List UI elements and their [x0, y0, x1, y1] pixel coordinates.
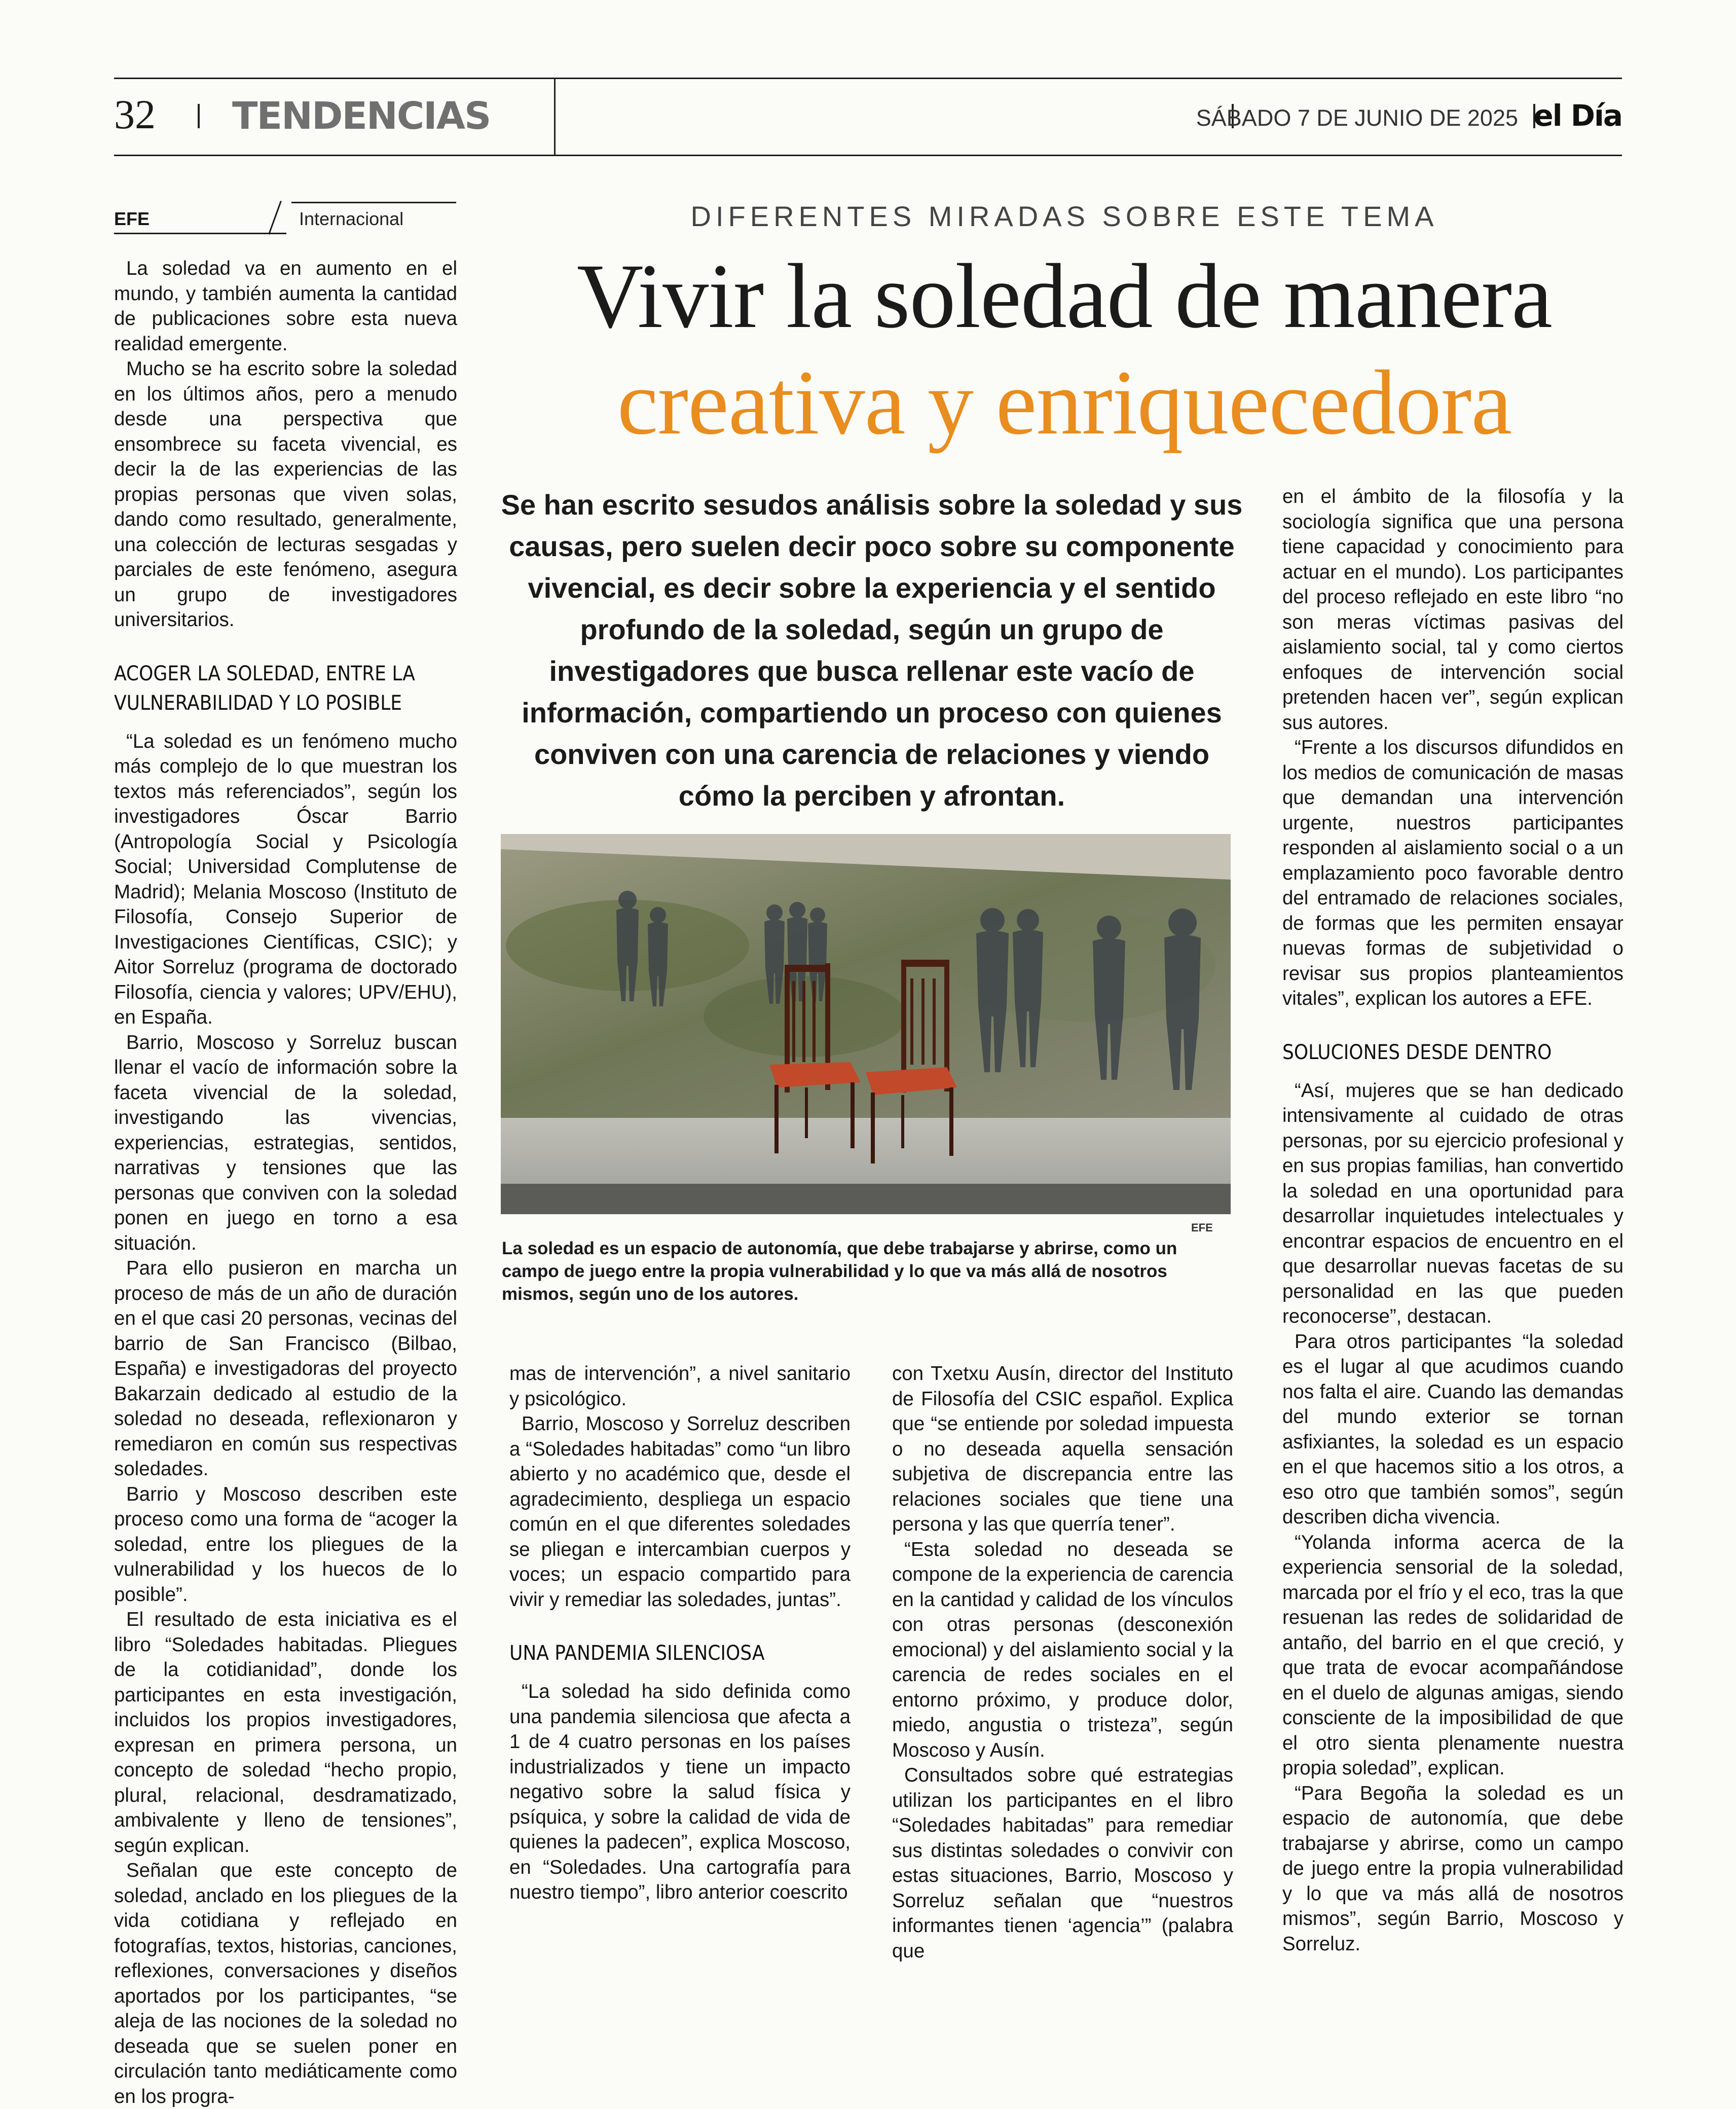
- paragraph: “Esta soledad no deseada se compone de la experiencia de carencia en la cantidad y calidad de los vínculos con otras personas (desconexión emocional) y del aislamiento social y la carencia de redes sociales en el entorno próximo, y produce dolor, miedo, angustia o tristeza”, según Moscoso y Ausín.: [892, 1538, 1233, 1761]
- header-top-rule: [114, 78, 1622, 79]
- byline-rule: [114, 233, 286, 234]
- paragraph: Mucho se ha escrito sobre la soledad en los últimos años, pero a menudo desde una perspectiva que ensombrece su faceta vivencial, es decir la de las experiencias de las propias personas que viven solas, dando como resultado, generalmente, una colección de lecturas sesgadas y parciales de este fenómeno, asegura un grupo de investigadores universitarios.: [114, 358, 457, 631]
- paragraph: Para otros participantes “la soledad es el lugar al que acudimos cuando nos falta el aire. Cuando las demandas del mundo exterior se tornan asfixiantes, la soledad es un espacio en el que hacemos sitio a los otros, a eso otro que también somos”, según describen dicha vivencia.: [1282, 1330, 1623, 1528]
- photo-caption: La soledad es un espacio de autonomía, que debe trabajarse y abrirse, como un campo de juego entre la propia vulnerabilidad y lo que va más allá de nosotros mismos, según uno de los autores.: [502, 1239, 1177, 1304]
- paragraph: Señalan que este concepto de soledad, anclado en los pliegues de la vida cotidiana y reflejado en fotografías, textos, historias, canciones, reflexiones, conversaciones y diseños aportados por los participantes, “se aleja de las nociones de la soledad no deseada que se suelen poner en circulación tanto mediáticamente como en los progra-: [114, 1860, 457, 2107]
- kicker: DIFERENTES MIRADAS SOBRE ESTE TEMA: [690, 200, 1438, 232]
- paragraph: La soledad va en aumento en el mundo, y también aumenta la cantidad de publicaciones sobre esta nueva realidad emergente.: [114, 258, 457, 355]
- byline-top-rule: [291, 202, 456, 203]
- byline-slash: [268, 201, 282, 235]
- article-column-1: [114, 256, 457, 2107]
- newspaper-logo: el Día: [1533, 98, 1622, 133]
- byline-agency: EFE: [114, 208, 150, 229]
- issue-date: SÁBADO 7 DE JUNIO DE 2025: [1196, 105, 1518, 131]
- paragraph: “Para Begoña la soledad es un espacio de autonomía, que debe trabajarse y abrirse, como un campo de juego entre la propia vulnerabilidad y lo que va más allá de nosotros mismos”, según Barrio, Moscoso y Sorreluz.: [1282, 1782, 1623, 1955]
- paragraph: Consultados sobre qué estrategias utilizan los participantes en el libro “Soledades habitadas” para remediar sus distintas soledades o convivir con estas situaciones, Barrio, Moscoso y Sorreluz señalan que “nuestros informantes tienen ‘agencia’” (palabra que: [892, 1764, 1233, 1962]
- standfirst: Se han escrito sesudos análisis sobre la soledad y sus causas, pero suelen decir poco sobre su componente vivencial, es decir sobre la experiencia y el sentido profundo de la soledad, según un grupo de investigadores que busca rellenar este vacío de información, compartiendo un proceso con quienes conviven con una carencia de relaciones y viendo cómo la perciben y afrontan.: [501, 489, 1243, 812]
- paragraph: mas de intervención”, a nivel sanitario y psicológico.: [509, 1363, 851, 1410]
- paragraph: con Txetxu Ausín, director del Instituto de Filosofía del CSIC español. Explica que “se entiende por soledad impuesta o no deseada aquella sensación subjetiva de discrepancia entre las relaciones sociales que tiene una persona y las que querría tener”.: [892, 1363, 1233, 1535]
- subheading: SOLUCIONES DESDE DENTRO: [1282, 1040, 1552, 1064]
- byline-section: Internacional: [299, 208, 404, 229]
- photo-credit: EFE: [1191, 1221, 1213, 1234]
- header-divider: [198, 104, 200, 128]
- headline-line-1: Vivir la soledad de manera: [577, 245, 1552, 347]
- paragraph: Para ello pusieron en marcha un proceso de más de un año de duración en el que casi 20 personas, vecinas del barrio de San Francisco (Bilbao, España) e investigadoras del proyecto Bakarzain dedicado al estudio de la soledad no deseada, reflexionaron y remediaron en común sus respectivas soledades.: [114, 1257, 457, 1480]
- article-column-4: [1282, 484, 1623, 1955]
- paragraph: “La soledad ha sido definida como una pandemia silenciosa que afecta a 1 de 4 cuatro personas en los países industrializados y tiene un impacto negativo sobre la salud física y psíquica, y sobre la calidad de vida de quienes la padecen”, explica Moscoso, en “Soledades. Una cartografía para nuestro tiempo”, libro anterior coescrito: [509, 1681, 851, 1903]
- headline-line-2: creativa y enriquecedora: [617, 352, 1512, 454]
- article-photo: [501, 834, 1231, 1214]
- article-column-2: [509, 1361, 851, 1939]
- paragraph: “Así, mujeres que se han dedicado intensivamente al cuidado de otras personas, por su ejercicio profesional y en sus propias familias, han convertido la soledad en una oportunidad para desarrollar inquietudes intelectuales y encontrar espacios de encuentro en el que desarrollar nuevas facetas de su personalidad en las que pueden reconocerse”, destacan.: [1282, 1079, 1623, 1327]
- paragraph: en el ámbito de la filosofía y la sociología significa que una persona tiene capacidad y conocimiento para actuar en el mundo). Los participantes del proceso reflejado en este libro “no son meras víctimas pasivas del aislamiento social, tal y como ciertos enfoques de intervención social pretenden hacen ver”, según explican sus autores.: [1282, 486, 1623, 734]
- subheading: UNA PANDEMIA SILENCIOSA: [509, 1642, 765, 1665]
- paragraph: Barrio y Moscoso describen este proceso como una forma de “acoger la soledad, entre los pliegues de la vulnerabilidad y los huecos de lo posible”.: [114, 1483, 457, 1606]
- section-title: TENDENCIAS: [232, 94, 491, 138]
- subheading: ACOGER LA SOLEDAD, ENTRE LA VULNERABILIDAD Y LO POSIBLE: [114, 662, 415, 715]
- paragraph: “La soledad es un fenómeno mucho más complejo de lo que muestran los textos más referenciados”, según los investigadores Óscar Barrio (Antropología Social y Psicología Social; Universidad Complutense de Madrid); Melania Moscoso (Instituto de Filosofía, Consejo Superior de Investigaciones Científicas, CSIC); y Aitor Sorreluz (programa de doctorado Filosofía, ciencia y valores; UPV/EHU), en España.: [114, 730, 457, 1028]
- article-column-3: [892, 1361, 1233, 1962]
- paragraph: “Frente a los discursos difundidos en los medios de comunicación de masas que demandan una intervención urgente, nuestros participantes responden al aislamiento social o a un emplazamiento poco favorable dentro del entramado de relaciones sociales, de formas que les permiten ensayar nuevas formas de subjetividad o revisar sus propios planteamientos vitales”, explican los autores a EFE.: [1282, 737, 1623, 1009]
- paragraph: El resultado de esta iniciativa es el libro “Soledades habitadas. Pliegues de la cotidianidad”, donde los participantes en esta investigación, incluidos los propios investigadores, expresan en primera persona, un concepto de soledad “hecho propio, plural, relacional, desdramatizado, ambivalente y lleno de tensiones”, según explican.: [114, 1609, 457, 1857]
- paragraph: Barrio, Moscoso y Sorreluz describen a “Soledades habitadas” como “un libro abierto y no académico que, desde el agradecimiento, despliega un espacio común en el que diferentes soledades se pliegan e intercambian cuerpos y voces; un espacio compartido para vivir y remediar las soledades, juntas”.: [509, 1413, 851, 1611]
- paragraph: Barrio, Moscoso y Sorreluz buscan llenar el vacío de información sobre la faceta vivencial de la soledad, investigando las vivencias, experiencias, estrategias, sentidos, narrativas y tensiones que las personas que conviven con la soledad ponen en juego en torno a esa situación.: [114, 1031, 457, 1254]
- paragraph: “Yolanda informa acerca de la experiencia sensorial de la soledad, marcada por el frío y el eco, tras la que resuenan las redes de solidaridad de antaño, del barrio en el que creció, y que trata de evocar acompañándose en el duelo de algunas amigas, siendo consciente de la imposibilidad de que el otro sienta plenamente nuestra propia soledad”, explican.: [1282, 1531, 1623, 1779]
- header-bottom-rule: [114, 155, 1622, 156]
- header-section-divider: [554, 79, 556, 155]
- page-number: 32: [114, 91, 156, 137]
